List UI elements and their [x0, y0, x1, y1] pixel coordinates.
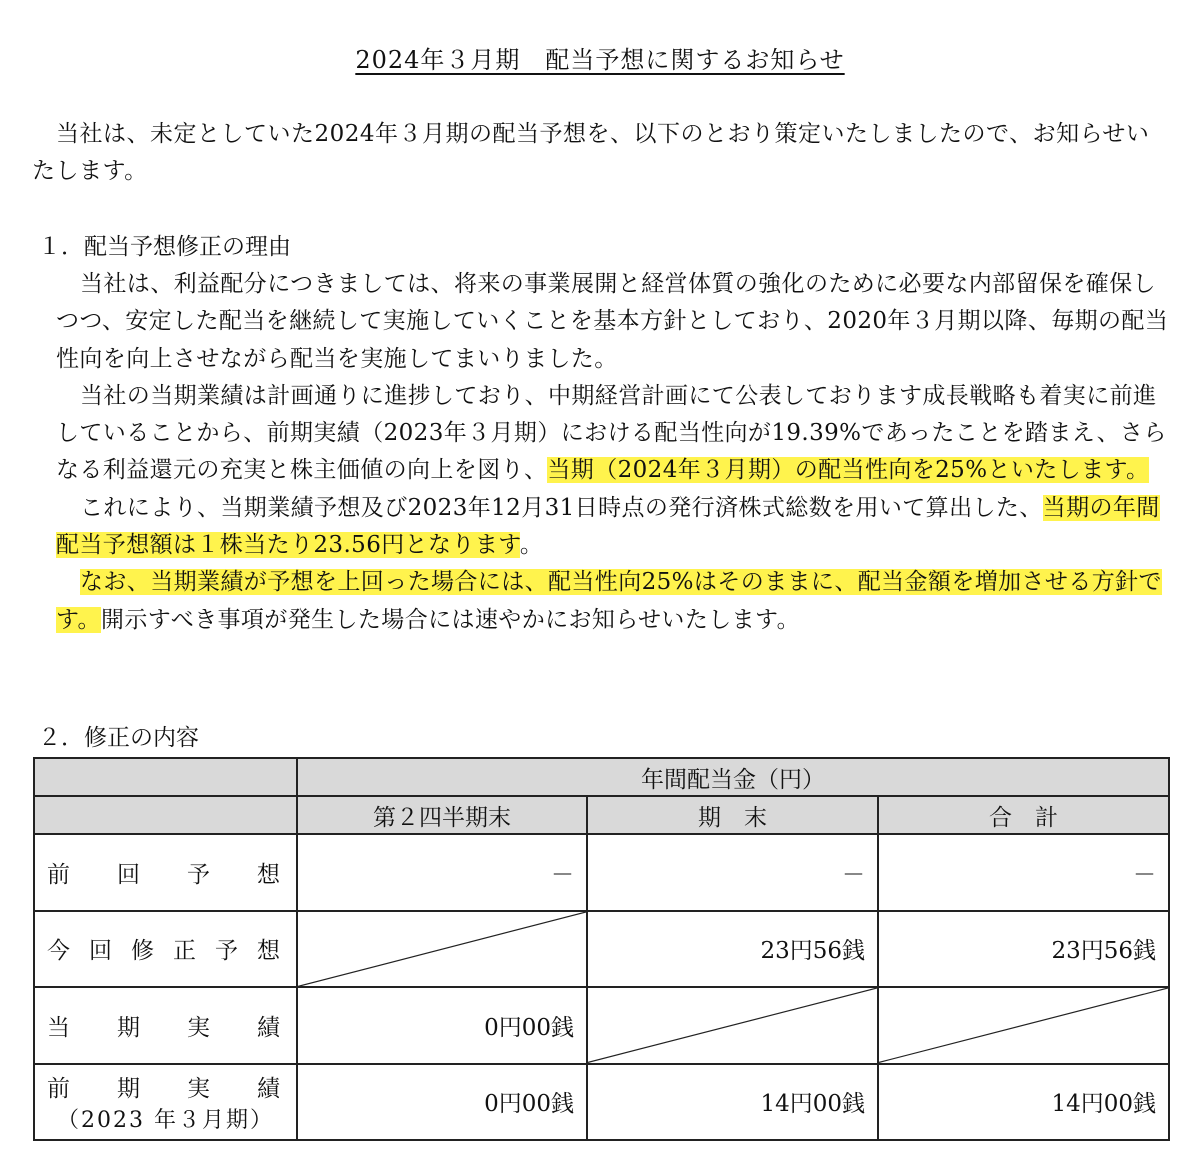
table-row: [34, 834, 1169, 910]
table-corner-cell-2: [34, 796, 297, 834]
section1-heading: １．配当予想修正の理由: [38, 234, 291, 260]
section1-paragraph-3: これにより、当期業績予想及び2023年12月31日時点の発行済株式総数を用いて算出した、当期の年間配当予想額は１株当たり23.56円となります。: [56, 494, 1160, 559]
intro-paragraph: 当社は、未定としていた2024年３月期の配当予想を、以下のとおり策定いたしましたので、お知らせいたします。: [32, 121, 1150, 184]
table-cell: 0円00銭: [297, 1064, 587, 1140]
row-label: 前期実績 （2023 年３月期）: [34, 1064, 297, 1140]
section2-heading: ２．修正の内容: [38, 725, 199, 751]
table-cell: 14円00銭: [587, 1064, 878, 1140]
table-cell: 0円00銭: [297, 987, 587, 1063]
page-title: 2024年３月期 配当予想に関するお知らせ: [355, 46, 845, 74]
table-cell: 23円56銭: [587, 911, 878, 987]
table-cell: 14円00銭: [878, 1064, 1169, 1140]
table-cell: 23円56銭: [878, 911, 1169, 987]
table-corner-cell: [34, 758, 297, 796]
row-label: 前回予想: [34, 834, 297, 910]
table-cell: －: [878, 834, 1169, 910]
highlight-dividend-amount: 当期の年間配当予想額は１株当たり23.56円となります: [56, 494, 1160, 559]
column-header-year-end: 期 末: [587, 796, 878, 834]
column-header-q2: 第２四半期末: [297, 796, 587, 834]
column-header-total: 合 計: [878, 796, 1169, 834]
group-header: 年間配当金（円）: [297, 758, 1169, 796]
section1-paragraph-4: なお、当期業績が予想を上回った場合には、配当性向25%はそのままに、配当金額を増加させる方針です。開示すべき事項が発生した場合には速やかにお知らせいたします。: [56, 569, 1162, 633]
row-sublabel: （2023 年３月期）: [57, 1107, 274, 1133]
table-row: [34, 1064, 1169, 1140]
diagonal-empty-cell: [297, 911, 587, 987]
table-row: [34, 911, 1169, 987]
section1-paragraph-1: 当社は、利益配分につきましては、将来の事業展開と経営体質の強化のために必要な内部留保を確保しつつ、安定した配当を継続して実施していくことを基本方針としており、2020年３月期以降、毎期の配当性向を向上させながら配当を実施してまいりました。: [56, 271, 1169, 372]
highlight-policy: なお、当期業績が予想を上回った場合には、配当性向25%はそのままに、配当金額を増加させる方針です。: [56, 569, 1162, 633]
row-label: 今回修正予想: [34, 911, 297, 987]
highlight-payout-ratio: 当期（2024年３月期）の配当性向を25%といたします。: [547, 457, 1150, 484]
section1-body: [56, 266, 1172, 639]
table-cell: －: [297, 834, 587, 910]
diagonal-empty-cell: [587, 987, 878, 1063]
diagonal-empty-cell: [878, 987, 1169, 1063]
table-cell: －: [587, 834, 878, 910]
dividend-table: [33, 757, 1170, 1141]
row-label: 当期実績: [34, 987, 297, 1063]
section1-paragraph-2: 当社の当期業績は計画通りに進捗しており、中期経営計画にて公表しております成長戦略も着実に前進していることから、前期実績（2023年３月期）における配当性向が19.39%であったことを踏まえ、さらなる利益還元の充実と株主価値の向上を図り、当期（2024年３月期）の配当性向を25%といたします。: [56, 382, 1167, 484]
table-row: [34, 987, 1169, 1063]
